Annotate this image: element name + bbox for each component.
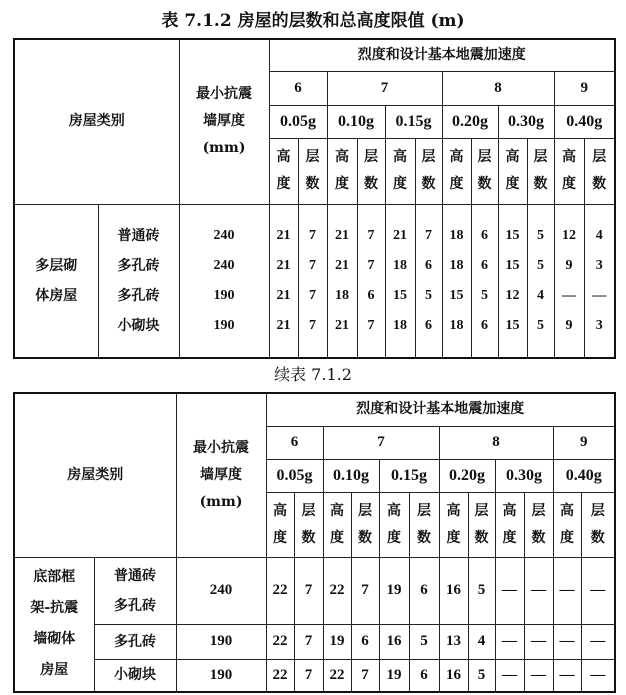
header-intensity-group: 烈度和设计基本地震加速度 (266, 393, 615, 426)
cell-value: 7 (351, 557, 379, 624)
cell-value: 21 (276, 317, 291, 333)
cell-value: 5 (481, 287, 488, 303)
cell-value: — (581, 624, 615, 659)
row-type-line: 普通砖 (114, 567, 156, 584)
header-height (442, 138, 471, 204)
cell-value: 6 (367, 287, 375, 303)
header-floors (524, 492, 553, 557)
header-sub-char: 数 (358, 529, 372, 546)
row-type-line: 多孔砖 (114, 597, 156, 614)
cell-value: 21 (393, 227, 407, 243)
header-acceleration: 0.15g (379, 459, 439, 492)
group-label-line: 架-抗震 (30, 600, 79, 617)
cell-value: 18 (449, 257, 464, 273)
cell-value: 6 (481, 317, 488, 333)
cell-value: 7 (294, 659, 323, 692)
header-floors (471, 138, 498, 204)
cell-value: 4 (537, 287, 544, 303)
header-acceleration: 0.30g (495, 459, 553, 492)
cell-value: 18 (449, 227, 464, 243)
cell-value: 7 (351, 659, 379, 692)
header-sub-char: 度 (562, 176, 576, 192)
header-sub-char: 度 (449, 176, 464, 192)
header-height (439, 492, 468, 557)
header-sub-char: 度 (330, 529, 344, 546)
header-floors (351, 492, 379, 557)
header-height (327, 138, 357, 204)
header-floors (409, 492, 439, 557)
table-row (14, 659, 615, 692)
cell-value: 19 (379, 557, 409, 624)
header-sub-char: 度 (560, 529, 574, 546)
cell-value: 6 (425, 257, 432, 273)
header-acceleration: 0.20g (442, 105, 498, 138)
cell-value: 6 (425, 317, 432, 333)
header-sub-char: 层 (474, 502, 489, 519)
group-label-line: 多层砌 (35, 257, 78, 274)
header-sub-char: 高 (330, 502, 344, 519)
cell-value: — (581, 557, 615, 624)
header-thickness-line: 最小抗震 (196, 86, 252, 103)
header-thickness-unit: (mm) (199, 493, 243, 510)
cell-value: 19 (379, 659, 409, 692)
cell-value: 19 (323, 624, 351, 659)
header-sub-char: 高 (560, 502, 574, 519)
cell-value: 5 (468, 557, 495, 624)
header-sub-char: 度 (393, 176, 407, 192)
value-column (584, 204, 615, 358)
header-sub-char: 高 (276, 149, 291, 165)
header-sub-char: 层 (421, 149, 436, 165)
header-intensity: 6 (266, 426, 323, 459)
group-label-line: 体房屋 (35, 287, 78, 304)
cell-value: 7 (309, 287, 316, 303)
cell-value: — (524, 659, 553, 692)
cell-value: 22 (266, 659, 294, 692)
header-acceleration: 0.10g (327, 105, 385, 138)
header-floors (298, 138, 327, 204)
row-thickness: 190 (213, 287, 235, 303)
header-sub-char: 度 (505, 176, 520, 192)
cell-value: 5 (409, 624, 439, 659)
cell-value: 13 (439, 624, 468, 659)
cell-value: 15 (393, 287, 407, 303)
cell-value: 6 (481, 257, 488, 273)
cell-value: 15 (505, 227, 520, 243)
cell-value: 16 (439, 557, 468, 624)
cell-value: 3 (595, 317, 603, 333)
cell-value: 18 (393, 317, 407, 333)
type-column (98, 204, 179, 358)
cell-value: 7 (309, 227, 316, 243)
header-sub-char: 数 (590, 529, 605, 546)
header-sub-char: 层 (301, 502, 316, 519)
cell-value: 21 (276, 257, 291, 273)
header-height (553, 492, 581, 557)
cell-value: — (495, 659, 524, 692)
continued-limits-table (13, 392, 616, 693)
header-height (385, 138, 415, 204)
cell-value: 5 (425, 287, 432, 303)
value-column (442, 204, 471, 358)
header-height (266, 492, 294, 557)
header-sub-char: 层 (364, 149, 378, 165)
cell-value: — (562, 287, 576, 303)
cell-value: 21 (335, 257, 349, 273)
header-sub-char: 高 (502, 502, 517, 519)
header-sub-char: 高 (562, 149, 576, 165)
cell-value: — (581, 659, 615, 692)
header-acceleration: 0.30g (498, 105, 554, 138)
cell-value: 7 (294, 624, 323, 659)
value-column (357, 204, 385, 358)
header-sub-char: 度 (273, 529, 287, 546)
group-label (14, 557, 94, 692)
header-sub-char: 层 (592, 149, 607, 165)
cell-value: — (524, 624, 553, 659)
row-thickness: 190 (176, 624, 266, 659)
cell-value: 5 (537, 227, 544, 243)
table-row (14, 624, 615, 659)
header-sub-char: 度 (335, 176, 349, 192)
header-floors (357, 138, 385, 204)
cell-value: — (553, 557, 581, 624)
header-sub-char: 数 (417, 529, 431, 546)
row-thickness: 190 (176, 659, 266, 692)
row-type: 多孔砖 (117, 257, 160, 274)
table-body (14, 204, 615, 358)
header-sub-char: 数 (592, 176, 607, 192)
header-sub-char: 数 (474, 529, 489, 546)
cell-value: 12 (562, 227, 576, 243)
cell-value: 7 (367, 227, 375, 243)
value-column (269, 204, 298, 358)
header-floors (584, 138, 615, 204)
header-sub-char: 高 (387, 502, 401, 519)
cell-value: 7 (309, 257, 316, 273)
header-sub-char: 数 (531, 529, 546, 546)
cell-value: 21 (335, 227, 349, 243)
cell-value: 5 (537, 317, 544, 333)
cell-value: 22 (323, 659, 351, 692)
header-sub-char: 层 (533, 149, 548, 165)
header-height (269, 138, 298, 204)
header-sub-char: 数 (533, 176, 548, 192)
group-label-line: 底部框 (33, 569, 76, 586)
value-column (498, 204, 527, 358)
group-label-line: 房屋 (40, 662, 69, 679)
cell-value: 16 (379, 624, 409, 659)
row-type (94, 557, 176, 624)
cell-value: 4 (468, 624, 495, 659)
header-sub-char: 度 (387, 529, 401, 546)
cell-value: 7 (367, 317, 375, 333)
cell-value: 6 (351, 624, 379, 659)
header-intensity: 6 (269, 71, 327, 105)
header-thickness-line: 最小抗震 (193, 439, 249, 456)
cell-value: 7 (294, 557, 323, 624)
cell-value: 22 (323, 557, 351, 624)
header-floors (581, 492, 615, 557)
cell-value: — (553, 624, 581, 659)
value-column (471, 204, 498, 358)
header-sub-char: 高 (449, 149, 464, 165)
header-sub-char: 层 (590, 502, 605, 519)
value-column (415, 204, 442, 358)
cell-value: — (524, 557, 553, 624)
header-sub-char: 高 (393, 149, 407, 165)
row-type: 普通砖 (117, 227, 160, 244)
cell-value: — (495, 624, 524, 659)
row-thickness: 240 (176, 557, 266, 624)
header-intensity: 9 (553, 426, 615, 459)
header-thickness-unit: (mm) (202, 140, 246, 157)
header-sub-char: 层 (417, 502, 431, 519)
header-height (554, 138, 584, 204)
cell-value: 15 (505, 317, 520, 333)
header-intensity-group: 烈度和设计基本地震加速度 (269, 39, 615, 71)
header-acceleration: 0.40g (553, 459, 615, 492)
header-floors (468, 492, 495, 557)
cell-value: 21 (335, 317, 349, 333)
header-acceleration: 0.40g (554, 105, 615, 138)
value-column (527, 204, 554, 358)
header-sub-char: 数 (301, 529, 316, 546)
row-thickness: 190 (213, 317, 235, 333)
cell-value: 22 (266, 557, 294, 624)
header-thickness (176, 393, 266, 557)
header-thickness (179, 39, 269, 204)
header-sub-char: 高 (446, 502, 461, 519)
cell-value: 12 (505, 287, 520, 303)
value-column (385, 204, 415, 358)
header-acceleration: 0.10g (323, 459, 379, 492)
cell-value: — (495, 557, 524, 624)
header-sub-char: 数 (477, 176, 492, 192)
header-intensity: 8 (442, 71, 554, 105)
header-floors (294, 492, 323, 557)
row-thickness: 240 (213, 257, 235, 273)
row-type: 多孔砖 (94, 624, 176, 659)
header-sub-char: 高 (505, 149, 520, 165)
continued-table-title: 续表 7.1.2 (274, 365, 352, 384)
cell-value: 9 (565, 257, 573, 273)
header-sub-char: 度 (446, 529, 461, 546)
cell-value: 21 (276, 227, 291, 243)
header-intensity: 8 (439, 426, 553, 459)
cell-value: 15 (505, 257, 520, 273)
header-sub-char: 度 (276, 176, 291, 192)
cell-value: 15 (449, 287, 464, 303)
cell-value: 18 (393, 257, 407, 273)
cell-value: 18 (449, 317, 464, 333)
header-acceleration: 0.05g (266, 459, 323, 492)
cell-value: 21 (276, 287, 291, 303)
header-sub-char: 层 (531, 502, 546, 519)
group-label (14, 204, 98, 358)
header-height (379, 492, 409, 557)
row-type: 小砌块 (94, 659, 176, 692)
header-sub-char: 数 (305, 176, 320, 192)
header-intensity: 9 (554, 71, 615, 105)
header-acceleration: 0.20g (439, 459, 495, 492)
cell-value: 6 (409, 659, 439, 692)
header-sub-char: 高 (335, 149, 349, 165)
header-category: 房屋类别 (14, 39, 179, 204)
cell-value: 16 (439, 659, 468, 692)
table-title: 表 7.1.2 房屋的层数和总高度限值 (m) (161, 11, 465, 31)
cell-value: 7 (309, 317, 316, 333)
cell-value: 7 (425, 227, 432, 243)
header-sub-char: 数 (364, 176, 378, 192)
header-thickness-line: 墙厚度 (200, 466, 242, 483)
cell-value: 18 (335, 287, 349, 303)
cell-value: — (592, 287, 607, 303)
cell-value: 5 (468, 659, 495, 692)
value-column (554, 204, 584, 358)
header-acceleration: 0.05g (269, 105, 327, 138)
header-height (498, 138, 527, 204)
cell-value: 9 (565, 317, 573, 333)
header-sub-char: 层 (305, 149, 320, 165)
thickness-column (179, 204, 269, 358)
cell-value: 5 (537, 257, 544, 273)
header-thickness-line: 墙厚度 (203, 113, 245, 130)
cell-value: 6 (481, 227, 488, 243)
cell-value: 3 (595, 257, 603, 273)
value-column (327, 204, 357, 358)
header-intensity: 7 (323, 426, 439, 459)
header-sub-char: 度 (502, 529, 517, 546)
header-sub-char: 层 (477, 149, 492, 165)
cell-value: — (553, 659, 581, 692)
header-height (495, 492, 524, 557)
cell-value: 22 (266, 624, 294, 659)
row-type: 多孔砖 (117, 287, 160, 304)
header-intensity: 7 (327, 71, 442, 105)
cell-value: 4 (595, 227, 603, 243)
row-type: 小砌块 (117, 317, 160, 334)
header-sub-char: 高 (273, 502, 287, 519)
table-row (14, 557, 615, 624)
header-floors (415, 138, 442, 204)
header-sub-char: 数 (421, 176, 436, 192)
value-column (298, 204, 327, 358)
header-floors (527, 138, 554, 204)
cell-value: 7 (367, 257, 375, 273)
cell-value: 6 (409, 557, 439, 624)
header-category: 房屋类别 (14, 393, 176, 557)
header-acceleration: 0.15g (385, 105, 442, 138)
group-label-line: 墙砌体 (33, 631, 76, 648)
header-height (323, 492, 351, 557)
row-thickness: 240 (213, 227, 235, 243)
header-sub-char: 层 (358, 502, 372, 519)
height-floor-limits-table (13, 38, 616, 359)
